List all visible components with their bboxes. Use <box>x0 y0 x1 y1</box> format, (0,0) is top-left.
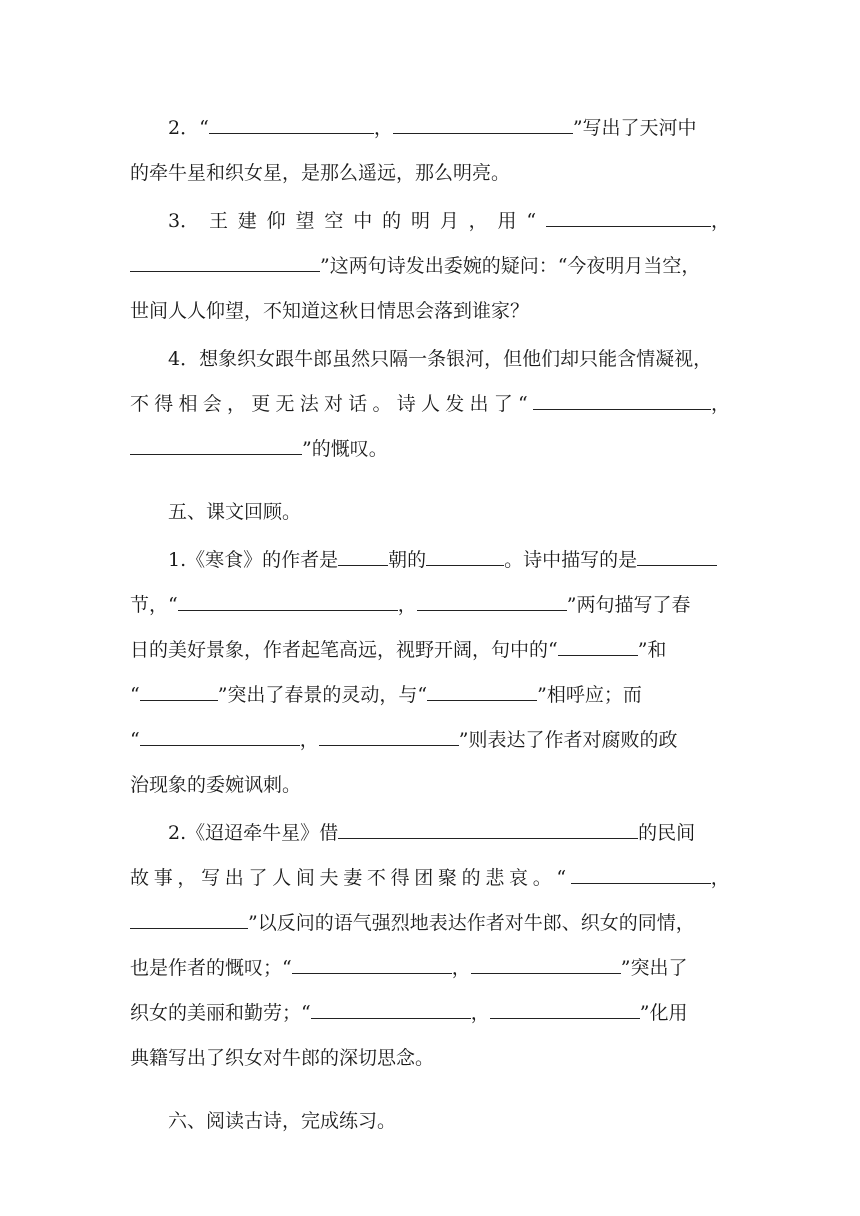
question-3 <box>130 199 730 244</box>
answer-blank[interactable] <box>130 902 248 929</box>
review-2-line-2: 故 事 ， 写 出 了 人 间 夫 妻 不 得 团 聚 的 悲 哀 。 “ ， <box>130 856 730 901</box>
answer-blank[interactable] <box>427 674 537 701</box>
review-2-line-4: 也是作者的慨叹；“ ， ”突出了 <box>130 946 730 991</box>
question-number: 2． <box>168 117 200 139</box>
review-2-line-6: 典籍写出了织女对牛郎的深切思念。 <box>130 1047 435 1069</box>
answer-blank[interactable] <box>178 584 398 611</box>
question-2-line-2: 的牵牛星和织女星，是那么遥远，那么明亮。 <box>130 162 511 184</box>
answer-blank[interactable] <box>338 812 638 839</box>
question-3-line-2: ”这两句诗发出委婉的疑问：“今夜明月当空， <box>130 244 730 289</box>
answer-blank[interactable] <box>292 947 452 974</box>
answer-blank[interactable] <box>471 947 621 974</box>
section-6-heading: 六、阅读古诗，完成练习。 <box>168 1110 397 1132</box>
review-2-line-1: 2.《迢迢牵牛星》借 的民间 <box>130 811 730 856</box>
review-2-line-5: 织女的美丽和勤劳；“ ， ”化用 <box>130 991 730 1036</box>
answer-blank[interactable] <box>490 992 640 1019</box>
worksheet-page <box>130 106 730 1144</box>
question-2-line-1: 2．“ ， ”写出了天河中 <box>130 106 730 151</box>
answer-blank[interactable] <box>130 428 302 455</box>
review-2-line-3: ”以反问的语气强烈地表达作者对牛郎、织女的同情， <box>130 901 730 946</box>
answer-blank[interactable] <box>571 857 711 884</box>
answer-blank[interactable] <box>140 719 300 746</box>
question-4-line-2: 不 得 相 会 ， 更 无 法 对 话 。 诗 人 发 出 了 “ ， <box>130 382 730 427</box>
answer-blank[interactable] <box>140 674 218 701</box>
review-1-line-5: “ ， ”则表达了作者对腐败的政 <box>130 718 730 763</box>
review-1-line-3: 日的美好景象，作者起笔高远，视野开阔，句中的“ ”和 <box>130 628 730 673</box>
question-3-line-3: 世间人人仰望，不知道这秋日情思会落到谁家？ <box>130 300 530 322</box>
question-4-line-1: 4．想象织女跟牛郎虽然只隔一条银河，但他们却只能含情凝视， <box>168 348 713 370</box>
section-5-heading: 五、课文回顾。 <box>168 501 302 523</box>
question-2 <box>130 106 730 151</box>
answer-blank[interactable] <box>546 200 711 227</box>
answer-blank[interactable] <box>319 719 459 746</box>
answer-blank[interactable] <box>130 245 320 272</box>
answer-blank[interactable] <box>393 107 573 134</box>
answer-blank[interactable] <box>558 629 638 656</box>
review-1-line-6: 治现象的委婉讽刺。 <box>130 774 302 796</box>
answer-blank[interactable] <box>637 539 717 566</box>
review-1-line-4: “ ”突出了春景的灵动，与“ ”相呼应；而 <box>130 673 730 718</box>
answer-blank[interactable] <box>311 992 471 1019</box>
answer-blank[interactable] <box>426 539 504 566</box>
question-3-line-1: 3． 王 建 仰 望 空 中 的 明 月 ， 用 “ ， <box>168 199 730 244</box>
question-4-line-3: ”的慨叹。 <box>130 427 730 472</box>
review-1-line-2: 节，“ ， ”两句描写了春 <box>130 583 730 628</box>
answer-blank[interactable] <box>338 539 388 566</box>
answer-blank[interactable] <box>209 107 374 134</box>
answer-blank[interactable] <box>417 584 567 611</box>
review-1-line-1: 1.《寒食》的作者是 朝的 。诗中描写的是 <box>130 538 730 583</box>
answer-blank[interactable] <box>533 383 711 410</box>
